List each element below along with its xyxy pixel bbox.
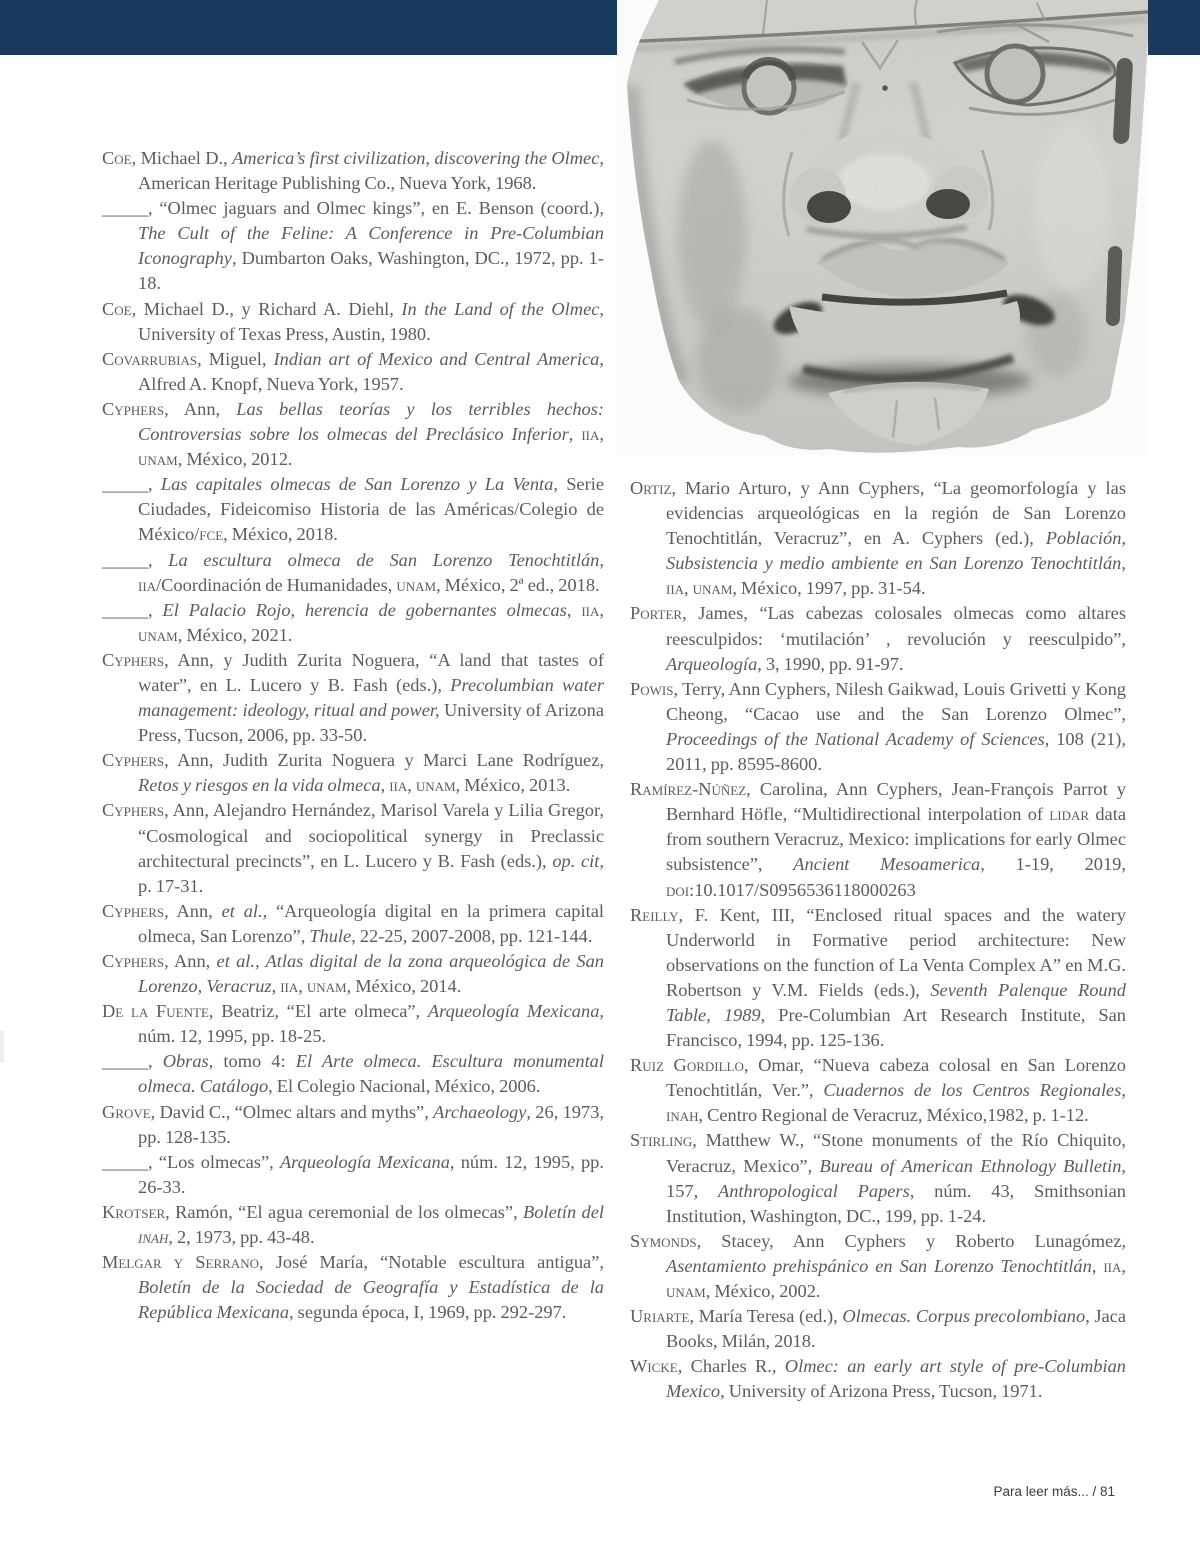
bibliography-entry: Reilly, F. Kent, III, “Enclosed ritual spaces and the watery Underworld in Formative period architecture: New observations on the function of La Venta Complex A” en M.G. Robertson y V.M. Fields (eds.), Seventh Palenque Round Table, 1989, Pre-Columbian Art Research Institute, San Francisco, 1994, pp. 125-136. bbox=[630, 904, 1130, 1051]
bibliography-entry: Symonds, Stacey, Ann Cyphers y Roberto Lunagómez, Asentamiento prehispánico en San Lorenzo Tenochtitlán, iia, unam, México, 2002. bbox=[630, 1230, 1130, 1301]
bibliography-entry: Cyphers, Ann, y Judith Zurita Noguera, “A land that tastes of water”, en L. Lucero y B. Fash (eds.), Precolumbian water management: ideology, ritual and power, University of Arizona Press, Tucson, 2006, pp. 33-50. bbox=[102, 649, 608, 746]
bibliography-entry: Melgar y Serrano, José María, “Notable escultura antigua”, Boletín de la Sociedad de Geografía y Estadística de la República Mexicana, segunda época, I, 1969, pp. 292-297. bbox=[102, 1252, 608, 1323]
bibliography-entry: _____, Obras, tomo 4: El Arte olmeca. Escultura monumental olmeca. Catálogo, El Colegio Nacional, México, 2006. bbox=[102, 1051, 608, 1097]
bibliography-entry: _____, Las capitales olmecas de San Lorenzo y La Venta, Serie Ciudades, Fideicomiso Historia de las Américas/Colegio de México/fce, México, 2018. bbox=[102, 474, 608, 545]
bibliography-entry: Grove, David C., “Olmec altars and myths”, Archaeology, 26, 1973, pp. 128-135. bbox=[102, 1101, 608, 1147]
bibliography-entry: Powis, Terry, Ann Cyphers, Nilesh Gaikwad, Louis Grivetti y Kong Cheong, “Cacao use and the San Lorenzo Olmec”, Proceedings of the National Academy of Sciences, 108 (21), 2011, pp. 8595-8600. bbox=[630, 678, 1130, 775]
bibliography-entry: Covarrubias, Miguel, Indian art of Mexico and Central America, Alfred A. Knopf, Nueva York, 1957. bbox=[102, 348, 607, 394]
bibliography-entry: Cyphers, Ann, Judith Zurita Noguera y Marci Lane Rodríguez, Retos y riesgos en la vida olmeca, iia, unam, México, 2013. bbox=[102, 750, 608, 796]
bibliography-entry: Coe, Michael D., America’s first civilization, discovering the Olmec, American Heritage Publishing Co., Nueva York, 1968. bbox=[102, 148, 607, 194]
bibliography-entry: Stirling, Matthew W., “Stone monuments of the Río Chiquito, Veracruz, Mexico”, Bureau of American Ethnology Bulletin, 157, Anthropological Papers, núm. 43, Smithsonian Institution, Washington, DC., 199, pp. 1-24. bbox=[630, 1130, 1130, 1226]
bibliography-entry: Cyphers, Ann, Las bellas teorías y los terribles hechos: Controversias sobre los olmecas del Preclásico Inferior, iia, unam, México, 2012. bbox=[102, 398, 608, 470]
olmec-head-illustration bbox=[617, 0, 1148, 455]
bibliography-entry: Ortiz, Mario Arturo, y Ann Cyphers, “La geomorfología y las evidencias arqueológicas en la región de San Lorenzo Tenochtitlán, Veracruz”, en A. Cyphers (ed.), Población, Subsistencia y medio ambiente en San Lorenzo Tenochtitlán, iia, unam, México, 1997, pp. 31-54. bbox=[630, 478, 1130, 599]
footer-text: Para leer más... / 81 bbox=[993, 1484, 1115, 1499]
page-footer bbox=[993, 1484, 1115, 1499]
bibliography-column-left bbox=[102, 146, 609, 1325]
bibliography-entry: Cyphers, Ann, et al., “Arqueología digital en la primera capital olmeca, San Lorenzo”, Thule, 22-25, 2007-2008, pp. 121-144. bbox=[102, 900, 608, 946]
bibliography-entry: _____, “Olmec jaguars and Olmec kings”, en E. Benson (coord.), The Cult of the Feline: A Conference in Pre-Columbian Iconography, Dumbarton Oaks, Washington, DC., 1972, pp. 1-18. bbox=[102, 198, 608, 294]
bibliography-entry: _____, El Palacio Rojo, herencia de gobernantes olmecas, iia, unam, México, 2021. bbox=[102, 599, 608, 645]
bibliography-entry: _____, La escultura olmeca de San Lorenzo Tenochtitlán, iia/Coordinación de Humanidades, unam, México, 2ª ed., 2018. bbox=[102, 549, 608, 595]
bibliography-entry: Ruiz Gordillo, Omar, “Nueva cabeza colosal en San Lorenzo Tenochtitlán, Ver.”, Cuadernos de los Centros Regionales, inah, Centro Regional de Veracruz, México,1982, p. 1-12. bbox=[630, 1055, 1130, 1126]
olmec-head-photo bbox=[617, 0, 1148, 455]
bibliography-entry: Krotser, Ramón, “El agua ceremonial de los olmecas”, Boletín del inah, 2, 1973, pp. 43-48. bbox=[102, 1201, 608, 1248]
bibliography-entry: Uriarte, María Teresa (ed.), Olmecas. Corpus precolombiano, Jaca Books, Milán, 2018. bbox=[630, 1306, 1130, 1352]
bibliography-column-right bbox=[630, 476, 1130, 1404]
bibliography-entry: Cyphers, Ann, Alejandro Hernández, Marisol Varela y Lilia Gregor, “Cosmological and sociopolitical synergy in Preclassic architectural precincts”, en L. Lucero y B. Fash (eds.), op. cit, p. 17-31. bbox=[102, 800, 608, 896]
bibliography-entry: Cyphers, Ann, et al., Atlas digital de la zona arqueológica de San Lorenzo, Veracruz, iia, unam, México, 2014. bbox=[102, 951, 608, 997]
bibliography-entry: _____, “Los olmecas”, Arqueología Mexicana, núm. 12, 1995, pp. 26-33. bbox=[102, 1151, 608, 1197]
bibliography-entry: Porter, James, “Las cabezas colosales olmecas como altares reesculpidos: ‘mutilación’ , revolución y reesculpido”, Arqueología, 3, 1990, pp. 91-97. bbox=[630, 603, 1130, 674]
bibliography-entry: Ramírez-Núñez, Carolina, Ann Cyphers, Jean-François Parrot y Bernhard Höfle, “Multidirectional interpolation of lidar data from southern Veracruz, Mexico: implications for early Olmec subsistence”, Ancient Mesoamerica, 1-19, 2019, doi:10.1017/S0956536118000263 bbox=[630, 779, 1130, 900]
bibliography-entry: De la Fuente, Beatriz, “El arte olmeca”, Arqueología Mexicana, núm. 12, 1995, pp. 18-25. bbox=[102, 1001, 609, 1047]
page-edge-mark bbox=[0, 1031, 4, 1063]
bibliography-entry: Coe, Michael D., y Richard A. Diehl, In the Land of the Olmec, University of Texas Press, Austin, 1980. bbox=[102, 298, 608, 344]
bibliography-entry: Wicke, Charles R., Olmec: an early art style of pre-Columbian Mexico, University of Arizona Press, Tucson, 1971. bbox=[630, 1356, 1130, 1402]
